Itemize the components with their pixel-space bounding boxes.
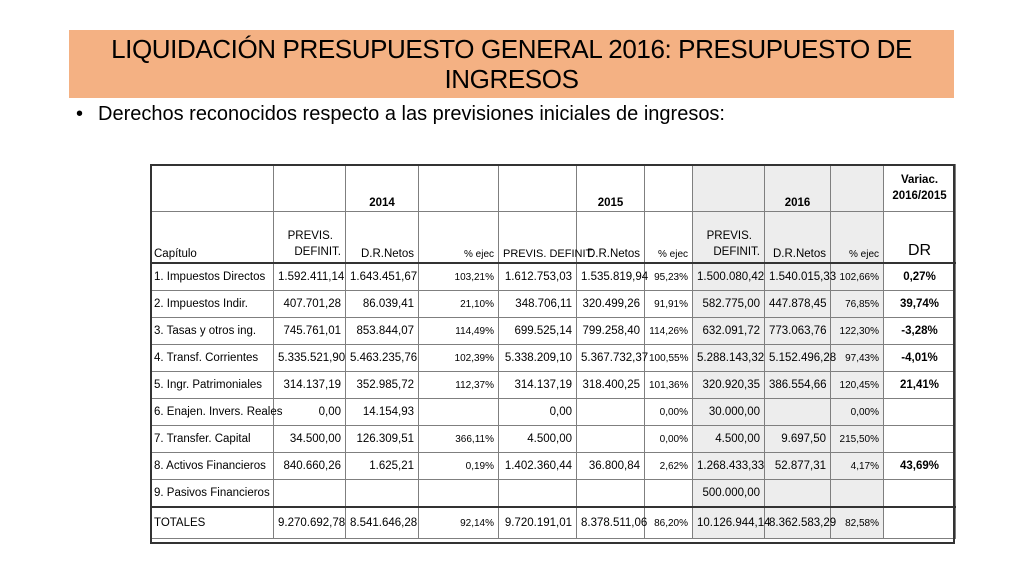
total-previs-2014: 9.270.692,78 [274,507,346,539]
cell-previs-2015: 348.706,11 [499,291,577,318]
header-empty [151,165,274,212]
year-2016: 2016 [765,165,831,212]
cell-dr-2014: 14.154,93 [346,399,419,426]
cell-ejec-2016: 4,17% [831,453,884,480]
table-row [151,318,956,345]
cell-previs-2014: 407.701,28 [274,291,346,318]
col-dr-2016: D.R.Netos [765,212,831,264]
cell-ejec-2015: 2,62% [645,453,693,480]
cell-dr-2014: 86.039,41 [346,291,419,318]
cell-dr-2014: 352.985,72 [346,372,419,399]
cell-dr-2015: 799.258,40 [577,318,645,345]
cell-ejec-2016: 0,00% [831,399,884,426]
cell-dr-2016: 1.540.015,33 [765,263,831,291]
cell-dr-2014: 1.643.451,67 [346,263,419,291]
cell-dr-2015: 320.499,26 [577,291,645,318]
year-2015: 2015 [577,165,645,212]
row-label: 9. Pasivos Financieros [151,480,274,508]
variac-label: Variac. [900,174,939,186]
cell-ejec-2014: 0,19% [419,453,499,480]
cell-dr-2015 [577,399,645,426]
cell-dr-2016 [765,399,831,426]
cell-variac: 39,74% [884,291,956,318]
col-dr-variac: DR [884,212,956,264]
cell-variac: 0,27% [884,263,956,291]
header-empty [693,165,765,212]
cell-previs-2015: 5.338.209,10 [499,345,577,372]
cell-ejec-2016 [831,480,884,508]
cell-variac [884,399,956,426]
cell-previs-2014: 745.761,01 [274,318,346,345]
cell-previs-2016: 500.000,00 [693,480,765,508]
cell-ejec-2015: 91,91% [645,291,693,318]
totals-row [151,507,956,539]
cell-ejec-2015: 101,36% [645,372,693,399]
cell-previs-2016: 1.268.433,33 [693,453,765,480]
totals-label: TOTALES [151,507,274,539]
title-band [69,30,954,98]
cell-dr-2015: 1.535.819,94 [577,263,645,291]
cell-ejec-2015: 0,00% [645,399,693,426]
cell-ejec-2016: 102,66% [831,263,884,291]
cell-dr-2015: 36.800,84 [577,453,645,480]
total-ejec-2014: 92,14% [419,507,499,539]
cell-dr-2014: 1.625,21 [346,453,419,480]
cell-variac [884,426,956,453]
row-label: 5. Ingr. Patrimoniales [151,372,274,399]
cell-ejec-2015: 114,26% [645,318,693,345]
header-row-columns [151,212,956,264]
cell-ejec-2015: 100,55% [645,345,693,372]
cell-dr-2014: 5.463.235,76 [346,345,419,372]
col-dr-2014: D.R.Netos [346,212,419,264]
table-row [151,372,956,399]
table-row [151,345,956,372]
row-label: 4. Transf. Corrientes [151,345,274,372]
cell-ejec-2014: 102,39% [419,345,499,372]
cell-ejec-2015: 0,00% [645,426,693,453]
cell-previs-2016: 582.775,00 [693,291,765,318]
cell-variac: -3,28% [884,318,956,345]
budget-table-wrapper [150,164,955,544]
cell-ejec-2014 [419,399,499,426]
row-label: 2. Impuestos Indir. [151,291,274,318]
col-ejec-2014: % ejec [419,212,499,264]
cell-ejec-2016: 120,45% [831,372,884,399]
header-row-years [151,165,956,212]
total-variac [884,507,956,539]
header-empty [645,165,693,212]
cell-previs-2016: 632.091,72 [693,318,765,345]
cell-ejec-2014: 112,37% [419,372,499,399]
cell-previs-2014: 840.660,26 [274,453,346,480]
cell-ejec-2016: 97,43% [831,345,884,372]
cell-dr-2016 [765,480,831,508]
cell-dr-2016: 9.697,50 [765,426,831,453]
row-label: 1. Impuestos Directos [151,263,274,291]
total-dr-2015: 8.378.511,06 [577,507,645,539]
definit-label: DEFINIT. [713,246,760,258]
cell-ejec-2014: 21,10% [419,291,499,318]
cell-ejec-2014: 103,21% [419,263,499,291]
col-ejec-2016: % ejec [831,212,884,264]
header-empty [831,165,884,212]
total-previs-2016: 10.126.944,14 [693,507,765,539]
cell-ejec-2014: 366,11% [419,426,499,453]
cell-ejec-2014: 114,49% [419,318,499,345]
col-previs-2016 [693,212,765,264]
cell-previs-2015: 4.500,00 [499,426,577,453]
cell-dr-2016: 773.063,76 [765,318,831,345]
row-label: 7. Transfer. Capital [151,426,274,453]
cell-previs-2014: 34.500,00 [274,426,346,453]
col-dr-2015: D.R.Netos [577,212,645,264]
variac-header [884,165,956,212]
total-ejec-2015: 86,20% [645,507,693,539]
variac-period: 2016/2015 [892,190,947,202]
cell-dr-2016: 5.152.496,28 [765,345,831,372]
row-label: 8. Activos Financieros [151,453,274,480]
bullet-dot: • [76,103,84,125]
cell-previs-2015 [499,480,577,508]
cell-dr-2015 [577,426,645,453]
cell-dr-2016: 386.554,66 [765,372,831,399]
cell-dr-2014: 126.309,51 [346,426,419,453]
cell-previs-2016: 320.920,35 [693,372,765,399]
cell-dr-2014 [346,480,419,508]
cell-variac: 21,41% [884,372,956,399]
cell-previs-2014 [274,480,346,508]
header-empty [419,165,499,212]
table-row [151,399,956,426]
cell-previs-2016: 30.000,00 [693,399,765,426]
cell-ejec-2015: 95,23% [645,263,693,291]
previs-label: PREVIS. [706,230,752,242]
cell-ejec-2016: 215,50% [831,426,884,453]
col-ejec-2015: % ejec [645,212,693,264]
table-row [151,480,956,508]
total-dr-2014: 8.541.646,28 [346,507,419,539]
cell-previs-2016: 1.500.080,42 [693,263,765,291]
col-previs-2014 [274,212,346,264]
cell-previs-2014: 1.592.411,14 [274,263,346,291]
table-row [151,263,956,291]
total-dr-2016: 8.362.583,29 [765,507,831,539]
cell-variac: -4,01% [884,345,956,372]
cell-variac [884,480,956,508]
cell-previs-2014: 5.335.521,90 [274,345,346,372]
table-row [151,453,956,480]
col-previs-2015: PREVIS. DEFINIT. [499,212,577,264]
previs-label: PREVIS. [287,230,333,242]
cell-previs-2015: 1.612.753,03 [499,263,577,291]
cell-previs-2015: 0,00 [499,399,577,426]
cell-previs-2014: 0,00 [274,399,346,426]
cell-ejec-2015 [645,480,693,508]
cell-ejec-2014 [419,480,499,508]
bullet-text: Derechos reconocidos respecto a las previsiones iniciales de ingresos: [98,103,725,125]
cell-ejec-2016: 76,85% [831,291,884,318]
bullet-line [76,103,725,126]
cell-previs-2015: 314.137,19 [499,372,577,399]
cell-dr-2015: 318.400,25 [577,372,645,399]
cell-dr-2015 [577,480,645,508]
cell-previs-2015: 699.525,14 [499,318,577,345]
cell-variac: 43,69% [884,453,956,480]
header-empty [274,165,346,212]
cell-dr-2016: 52.877,31 [765,453,831,480]
cell-dr-2016: 447.878,45 [765,291,831,318]
table-row [151,426,956,453]
cell-previs-2016: 4.500,00 [693,426,765,453]
table-row [151,291,956,318]
cell-dr-2015: 5.367.732,37 [577,345,645,372]
total-ejec-2016: 82,58% [831,507,884,539]
cell-dr-2014: 853.844,07 [346,318,419,345]
cell-previs-2015: 1.402.360,44 [499,453,577,480]
cell-previs-2016: 5.288.143,32 [693,345,765,372]
total-previs-2015: 9.720.191,01 [499,507,577,539]
slide-title: LIQUIDACIÓN PRESUPUESTO GENERAL 2016: PRESUPUESTO DE INGRESOS [111,34,912,94]
row-label: 6. Enajen. Invers. Reales [151,399,274,426]
header-empty [499,165,577,212]
budget-table [150,164,956,539]
cell-ejec-2016: 122,30% [831,318,884,345]
cell-previs-2014: 314.137,19 [274,372,346,399]
year-2014: 2014 [346,165,419,212]
definit-label: DEFINIT. [294,246,341,258]
row-label: 3. Tasas y otros ing. [151,318,274,345]
col-capitulo: Capítulo [151,212,274,264]
